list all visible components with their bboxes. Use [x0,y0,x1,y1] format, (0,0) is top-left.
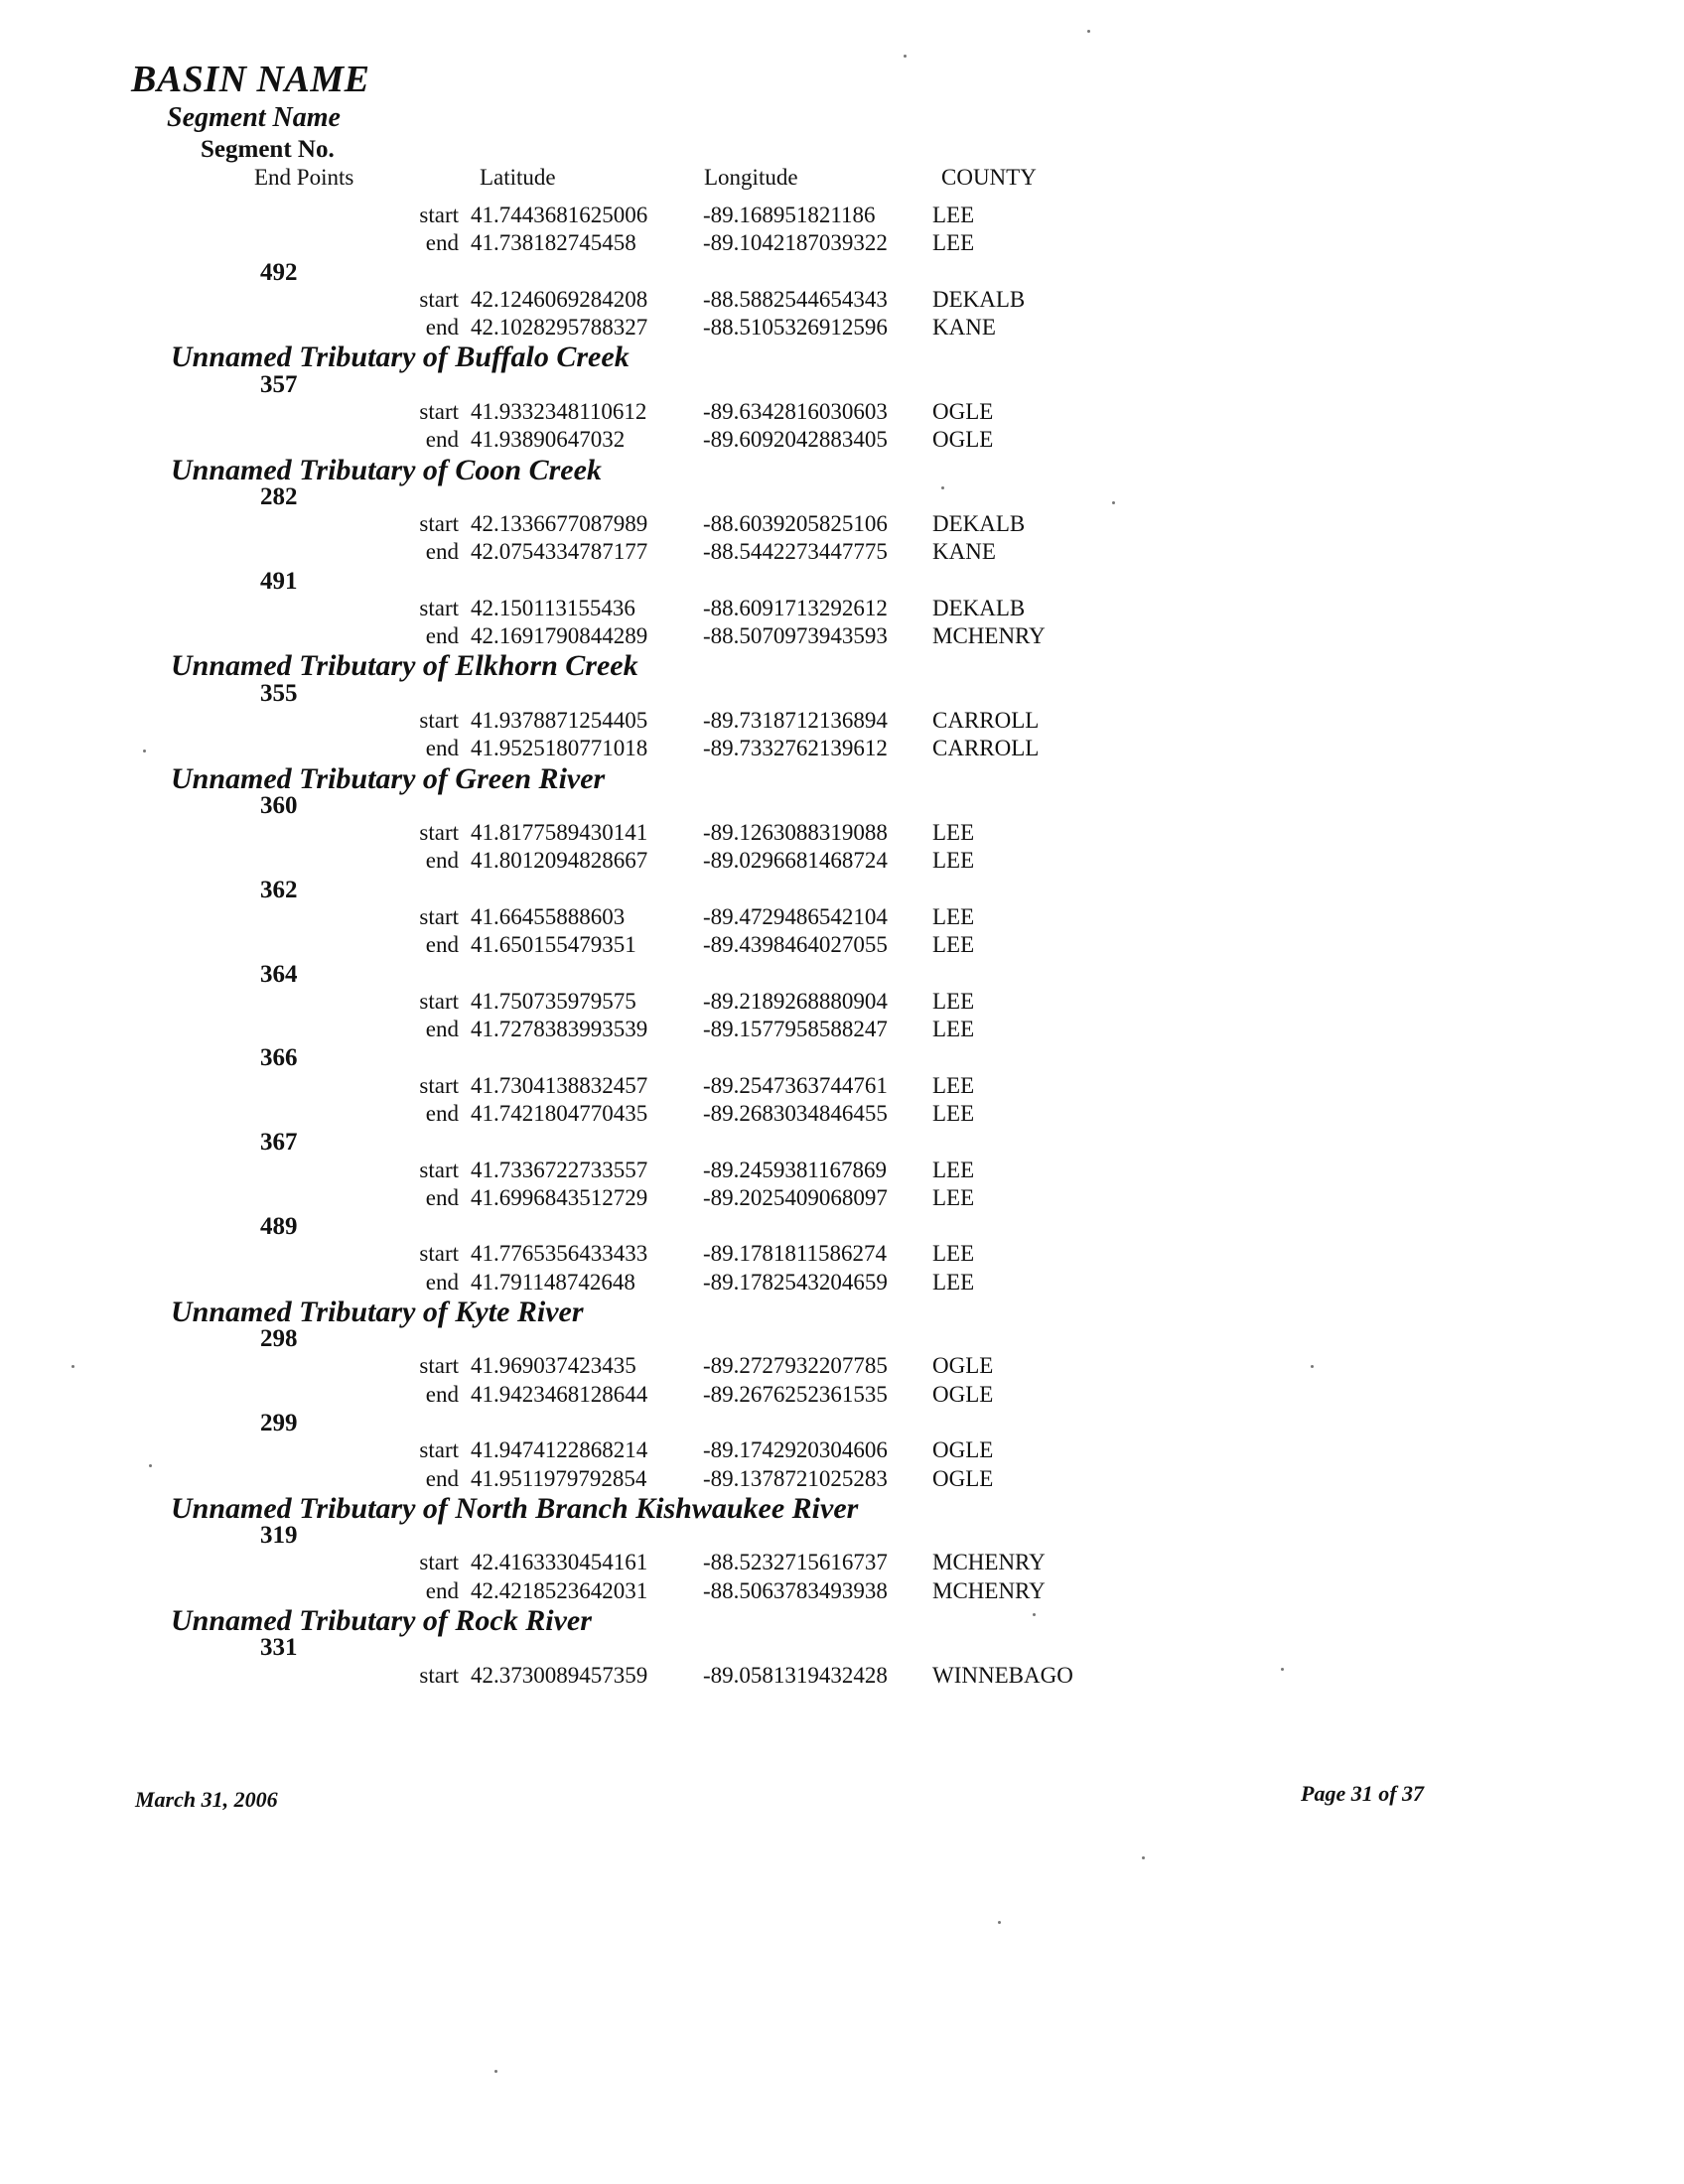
longitude-value: -88.5063783493938 [703,1577,888,1603]
segment-number: 282 [260,482,298,510]
endpoint-row [0,706,1684,735]
endpoint-row [0,228,1684,257]
scan-speck [143,750,146,752]
endpoint-kind: end [425,1465,459,1491]
endpoint-row [0,987,1684,1016]
endpoint-kind: end [425,315,459,341]
segment-number: 298 [260,1325,298,1353]
county-value: LEE [932,203,975,227]
latitude-value: 42.4163330454161 [471,1550,648,1575]
county-value: OGLE [932,1437,994,1463]
latitude-value: 41.9474122868214 [471,1437,648,1463]
footer-date: March 31, 2006 [135,1787,278,1812]
endpoint-row [0,1156,1684,1184]
endpoint-row [0,313,1684,341]
latitude-value: 41.8012094828667 [471,848,648,874]
county-value: MCHENRY [932,1550,1046,1575]
endpoint-row [0,1183,1684,1212]
latitude-value: 42.3730089457359 [471,1662,648,1688]
latitude-value: 41.6996843512729 [471,1184,648,1210]
county-value: LEE [932,1017,975,1042]
endpoint-kind: start [419,203,459,227]
endpoint-kind: end [425,848,459,874]
county-value: LEE [932,820,975,846]
latitude-value: 41.738182745458 [471,230,636,256]
endpoint-row [0,425,1684,454]
scan-speck [1311,1365,1314,1368]
longitude-value: -89.4729486542104 [703,904,888,929]
longitude-value: -89.0581319432428 [703,1662,888,1688]
basin-name-heading: BASIN NAME [131,59,370,100]
endpoint-row [0,621,1684,650]
longitude-value: -89.2189268880904 [703,988,888,1014]
segment-number: 492 [260,258,298,286]
segment-number: 357 [260,370,298,398]
scan-speck [998,1921,1001,1924]
column-header-latitude: Latitude [480,165,556,190]
tributary-name: Unnamed Tributary of Elkhorn Creek [171,649,638,683]
endpoint-kind: start [419,708,459,734]
endpoint-row [0,1380,1684,1409]
tributary-name: Unnamed Tributary of Green River [171,761,606,795]
endpoint-kind: end [425,1577,459,1603]
longitude-value: -89.7332762139612 [703,736,888,761]
longitude-value: -89.2459381167869 [703,1157,888,1182]
endpoint-row [0,1071,1684,1100]
segment-number-row [0,566,1684,595]
endpoint-row [0,1435,1684,1464]
latitude-value: 41.750735979575 [471,988,636,1014]
endpoint-kind: start [419,1157,459,1182]
column-header-county: COUNTY [941,165,1037,190]
longitude-value: -89.1781811586274 [703,1241,888,1267]
latitude-value: 42.1028295788327 [471,315,648,341]
county-value: OGLE [932,427,994,453]
tributary-row [0,649,1684,683]
endpoint-kind: end [425,1381,459,1407]
county-value: CARROLL [932,708,1040,734]
endpoint-row [0,930,1684,959]
scan-speck [1142,1856,1145,1859]
longitude-value: -89.2676252361535 [703,1381,888,1407]
endpoint-row [0,397,1684,426]
scan-speck [1281,1668,1284,1671]
endpoint-row [0,1576,1684,1605]
endpoint-kind: end [425,230,459,256]
scan-speck [1112,501,1115,504]
tributary-name: Unnamed Tributary of North Branch Kishwaukee River [171,1491,859,1525]
endpoint-kind: start [419,820,459,846]
latitude-value: 42.4218523642031 [471,1577,648,1603]
latitude-value: 41.9378871254405 [471,708,648,734]
endpoint-row [0,902,1684,931]
segment-number-row [0,1632,1684,1661]
segment-number: 491 [260,567,298,595]
longitude-value: -88.5232715616737 [703,1550,888,1575]
segment-number-row [0,1211,1684,1240]
county-value: WINNEBAGO [932,1662,1073,1688]
endpoint-row [0,1099,1684,1128]
scan-speck [1087,30,1090,33]
endpoint-kind: start [419,904,459,929]
endpoint-kind: start [419,1353,459,1379]
tributary-name: Unnamed Tributary of Coon Creek [171,453,602,486]
endpoint-row [0,1661,1684,1690]
county-value: CARROLL [932,736,1040,761]
endpoint-kind: end [425,1100,459,1126]
tributary-row [0,341,1684,374]
longitude-value: -88.5882544654343 [703,286,888,312]
latitude-value: 41.7765356433433 [471,1241,648,1267]
latitude-value: 41.8177589430141 [471,820,648,846]
county-value: LEE [932,932,975,958]
segment-number-row [0,481,1684,510]
segment-number: 489 [260,1213,298,1241]
longitude-value: -89.0296681468724 [703,848,888,874]
county-value: LEE [932,1269,975,1295]
endpoint-row [0,1464,1684,1493]
longitude-value: -89.2025409068097 [703,1184,888,1210]
tributary-row [0,761,1684,795]
county-value: LEE [932,1157,975,1182]
endpoint-kind: start [419,1662,459,1688]
endpoint-row [0,734,1684,762]
longitude-value: -89.1782543204659 [703,1269,888,1295]
tributary-name: Unnamed Tributary of Rock River [171,1604,592,1637]
tributary-name: Unnamed Tributary of Buffalo Creek [171,341,630,374]
endpoint-kind: end [425,932,459,958]
county-value: DEKALB [932,286,1026,312]
segment-number-row [0,1408,1684,1436]
endpoint-kind: end [425,539,459,565]
endpoint-kind: start [419,511,459,537]
endpoint-row [0,818,1684,847]
county-value: KANE [932,539,996,565]
tributary-row [0,1604,1684,1637]
latitude-value: 41.93890647032 [471,427,626,453]
latitude-value: 41.7421804770435 [471,1100,648,1126]
county-value: MCHENRY [932,1577,1046,1603]
longitude-value: -89.1742920304606 [703,1437,888,1463]
endpoint-row [0,1239,1684,1268]
county-value: MCHENRY [932,623,1046,649]
latitude-value: 42.150113155436 [471,595,635,620]
segment-name-heading: Segment Name [167,102,341,133]
county-value: LEE [932,904,975,929]
endpoint-kind: end [425,736,459,761]
segment-number-row [0,1520,1684,1549]
segment-number: 319 [260,1522,298,1550]
segment-no-heading: Segment No. [201,136,335,163]
latitude-value: 41.9511979792854 [471,1465,647,1491]
endpoint-kind: start [419,1072,459,1098]
scan-speck [1033,1613,1036,1616]
latitude-value: 42.0754334787177 [471,539,648,565]
endpoint-row [0,1015,1684,1043]
segment-number: 331 [260,1634,298,1662]
segment-number-row [0,875,1684,903]
longitude-value: -89.1378721025283 [703,1465,888,1491]
column-header-end-points: End Points [254,165,354,190]
longitude-value: -89.2547363744761 [703,1072,888,1098]
longitude-value: -88.5070973943593 [703,623,888,649]
county-value: KANE [932,315,996,341]
endpoint-kind: end [425,1184,459,1210]
endpoint-kind: start [419,1550,459,1575]
segment-number-row [0,678,1684,707]
segment-number-row [0,1127,1684,1156]
segment-number-row [0,257,1684,286]
longitude-value: -88.5442273447775 [703,539,888,565]
longitude-value: -89.1042187039322 [703,230,888,256]
latitude-value: 42.1336677087989 [471,511,648,537]
county-value: LEE [932,230,975,256]
latitude-value: 41.7304138832457 [471,1072,648,1098]
endpoint-row [0,594,1684,622]
segment-number: 367 [260,1129,298,1157]
segment-number-row [0,790,1684,819]
longitude-value: -88.5105326912596 [703,315,888,341]
county-value: LEE [932,988,975,1014]
latitude-value: 41.66455888603 [471,904,626,929]
segment-number: 364 [260,960,298,988]
longitude-value: -89.168951821186 [703,203,876,227]
endpoint-row [0,1351,1684,1380]
endpoint-kind: start [419,595,459,620]
endpoint-kind: end [425,1269,459,1295]
county-value: LEE [932,1241,975,1267]
latitude-value: 41.9332348110612 [471,398,647,424]
latitude-value: 41.969037423435 [471,1353,636,1379]
county-value: OGLE [932,1353,994,1379]
footer-page-number: Page 31 of 37 [1301,1781,1425,1806]
segment-number: 355 [260,679,298,707]
latitude-value: 41.7278383993539 [471,1017,648,1042]
endpoint-row [0,1548,1684,1576]
latitude-value: 41.7336722733557 [471,1157,648,1182]
segment-number-row [0,959,1684,988]
endpoint-row [0,537,1684,566]
endpoint-kind: start [419,286,459,312]
longitude-value: -88.6039205825106 [703,511,888,537]
longitude-value: -89.1263088319088 [703,820,888,846]
latitude-value: 42.1246069284208 [471,286,648,312]
scan-speck [904,55,907,58]
endpoint-kind: start [419,1437,459,1463]
segment-number: 362 [260,876,298,903]
tributary-row [0,1491,1684,1525]
endpoint-row [0,1268,1684,1297]
scan-speck [941,486,944,489]
endpoint-row [0,509,1684,538]
endpoint-row [0,285,1684,314]
tributary-row [0,453,1684,486]
longitude-value: -89.2683034846455 [703,1100,888,1126]
segment-number-row [0,1042,1684,1071]
segment-number: 299 [260,1410,298,1437]
scan-speck [494,2070,497,2073]
endpoint-kind: start [419,398,459,424]
endpoint-kind: start [419,1241,459,1267]
endpoint-kind: start [419,988,459,1014]
latitude-value: 41.7443681625006 [471,203,648,227]
latitude-value: 41.791148742648 [471,1269,635,1295]
longitude-value: -89.7318712136894 [703,708,888,734]
latitude-value: 41.9525180771018 [471,736,648,761]
scan-speck [71,1365,74,1368]
endpoint-kind: end [425,427,459,453]
endpoint-row [0,846,1684,875]
longitude-value: -88.6091713292612 [703,595,888,620]
segment-number: 360 [260,791,298,819]
county-value: LEE [932,1072,975,1098]
endpoint-kind: end [425,623,459,649]
segment-number-row [0,369,1684,398]
longitude-value: -89.2727932207785 [703,1353,888,1379]
longitude-value: -89.4398464027055 [703,932,888,958]
column-header-longitude: Longitude [704,165,798,190]
county-value: DEKALB [932,595,1026,620]
county-value: LEE [932,1184,975,1210]
county-value: OGLE [932,1465,994,1491]
county-value: OGLE [932,398,994,424]
longitude-value: -89.6092042883405 [703,427,888,453]
latitude-value: 42.1691790844289 [471,623,648,649]
scan-speck [149,1464,152,1467]
tributary-name: Unnamed Tributary of Kyte River [171,1295,584,1328]
latitude-value: 41.650155479351 [471,932,636,958]
segment-number: 366 [260,1044,298,1072]
longitude-value: -89.1577958588247 [703,1017,888,1042]
endpoint-kind: end [425,1017,459,1042]
latitude-value: 41.9423468128644 [471,1381,648,1407]
county-value: OGLE [932,1381,994,1407]
county-value: DEKALB [932,511,1026,537]
county-value: LEE [932,1100,975,1126]
longitude-value: -89.6342816030603 [703,398,888,424]
county-value: LEE [932,848,975,874]
segment-number-row [0,1323,1684,1352]
tributary-row [0,1295,1684,1328]
endpoint-row [0,201,1684,229]
